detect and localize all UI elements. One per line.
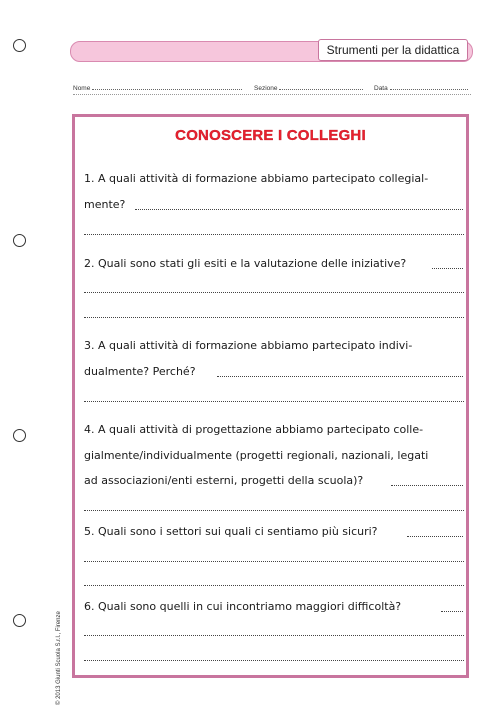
answer-line[interactable] (217, 376, 463, 377)
section-blank[interactable] (279, 83, 363, 90)
answer-line[interactable] (84, 292, 464, 293)
name-field[interactable] (73, 83, 242, 92)
answer-line[interactable] (84, 561, 464, 562)
question-6-line-1: 6. Quali sono quelli in cui incontriamo maggiori difficoltà? (84, 600, 402, 613)
worksheet-title: CONOSCERE I COLLEGHI (175, 127, 366, 144)
section-label: Sezione (254, 85, 278, 92)
binder-hole-3 (13, 429, 26, 442)
header-rule (73, 94, 471, 95)
name-label: Nome (73, 85, 91, 92)
name-blank[interactable] (92, 83, 242, 90)
question-2-line-1: 2. Quali sono stati gli esiti e la valutazione delle iniziative? (84, 257, 407, 270)
question-1-line-2: mente? (84, 198, 126, 211)
date-field[interactable] (374, 83, 468, 92)
copyright-credit: © 2013 Giunti Scuola S.r.l., Firenze (56, 611, 62, 705)
question-3-line-1: 3. A quali attività di formazione abbiamo partecipato indivi- (84, 339, 413, 352)
question-4-line-1: 4. A quali attività di progettazione abbiamo partecipato colle- (84, 423, 424, 436)
worksheet-card (72, 114, 469, 678)
answer-line[interactable] (84, 234, 464, 235)
section-field[interactable] (254, 83, 363, 92)
answer-line[interactable] (391, 485, 463, 486)
answer-line[interactable] (84, 585, 464, 586)
answer-line[interactable] (432, 268, 463, 269)
question-1-line-1: 1. A quali attività di formazione abbiamo partecipato collegial- (84, 172, 429, 185)
answer-line[interactable] (84, 401, 464, 402)
answer-line[interactable] (441, 611, 463, 612)
binder-hole-4 (13, 614, 26, 627)
answer-line[interactable] (84, 317, 464, 318)
binder-hole-2 (13, 234, 26, 247)
date-label: Data (374, 85, 388, 92)
date-blank[interactable] (390, 83, 468, 90)
question-3-line-2: dualmente? Perché? (84, 365, 196, 378)
binder-hole-1 (13, 39, 26, 52)
answer-line[interactable] (407, 536, 463, 537)
answer-line[interactable] (84, 660, 464, 661)
question-5-line-1: 5. Quali sono i settori sui quali ci sentiamo più sicuri? (84, 525, 378, 538)
answer-line[interactable] (84, 635, 464, 636)
answer-line[interactable] (84, 510, 464, 511)
question-4-line-3: ad associazioni/enti esterni, progetti della scuola)? (84, 474, 364, 487)
question-4-line-2: gialmente/individualmente (progetti regionali, nazionali, legati (84, 449, 429, 462)
answer-line[interactable] (135, 209, 463, 210)
header-tab: Strumenti per la didattica (318, 39, 468, 61)
